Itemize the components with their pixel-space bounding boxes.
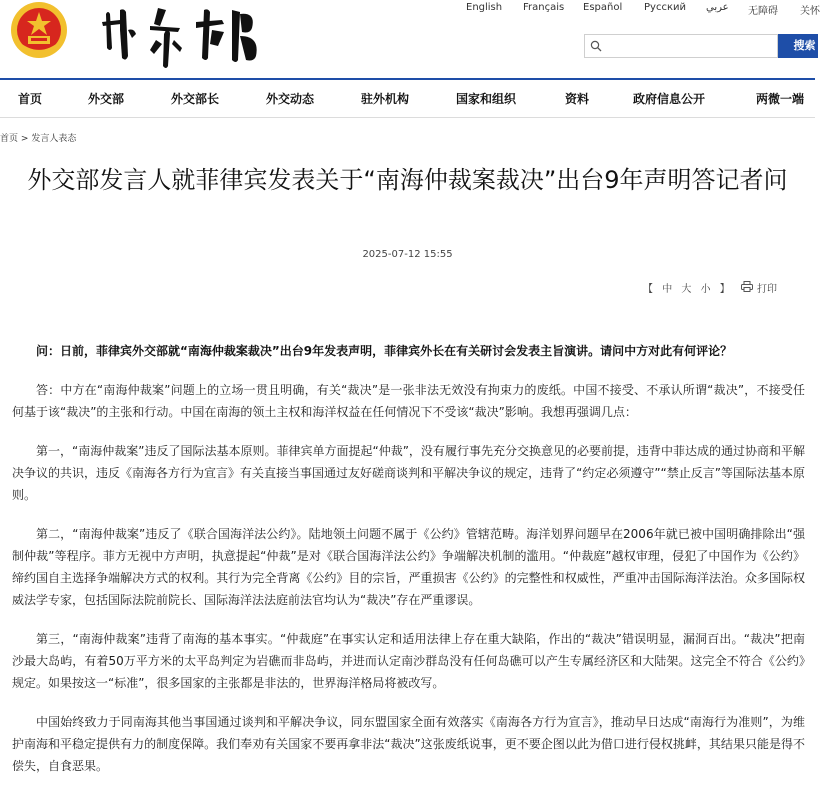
breadcrumb-current[interactable]: 发言人表态 xyxy=(31,134,77,144)
font-size-large[interactable]: 中 xyxy=(662,284,673,295)
nav-item-missions-abroad[interactable]: 驻外机构 xyxy=(361,92,410,106)
nav-bottom-divider xyxy=(0,117,815,118)
site-header xyxy=(0,0,820,80)
nav-item-gov-info[interactable]: 政府信息公开 xyxy=(633,92,706,106)
font-size-selector xyxy=(643,284,736,295)
publish-date: 2025-07-12 15:55 xyxy=(362,249,453,260)
lang-accessibility[interactable]: 无障碍 xyxy=(748,6,778,17)
print-button[interactable]: 打印 xyxy=(757,284,777,295)
font-size-small[interactable]: 小 xyxy=(700,284,711,295)
answer-paragraph: 第一，“南海仲裁案”违反了国际法基本原则。菲律宾单方面提起“仲裁”，没有履行事先充分交换意见的必要前提，违背中菲达成的通过协商和平解决争议的共识，违反《南海各方行为宣言》有关直接当事国通过友好磋商谈判和平解决争议的规定，违背了“约定必须遵守”“禁止反言”等国际法基本原则。 xyxy=(12,444,805,502)
nav-item-countries-orgs[interactable]: 国家和组织 xyxy=(456,92,517,106)
article-body xyxy=(12,340,805,794)
site-logo[interactable] xyxy=(100,0,270,72)
search-button[interactable]: 搜索 xyxy=(778,34,818,58)
page-title: 外交部发言人就菲律宾发表关于“南海仲裁案裁决”出台9年声明答记者问 xyxy=(27,166,788,194)
press-question: 问：日前，菲律宾外交部就“南海仲裁案裁决”出台9年发表声明，菲律宾外长在有关研讨会发表主旨演讲。请问中方对此有何评论？ xyxy=(36,344,733,358)
nav-item-ministry[interactable]: 外交部 xyxy=(88,92,125,106)
nav-item-resources[interactable]: 资料 xyxy=(565,92,590,106)
breadcrumb xyxy=(0,131,76,144)
logo-calligraphy-icon xyxy=(100,0,270,72)
lang-english[interactable]: English xyxy=(466,2,503,13)
lang-russian[interactable]: Русский xyxy=(644,2,686,13)
font-size-bracket-open: 【 xyxy=(643,284,653,295)
printer-icon[interactable] xyxy=(741,281,753,292)
nav-item-minister[interactable]: 外交部长 xyxy=(171,92,220,106)
lang-arabic[interactable]: عربي xyxy=(706,2,729,13)
answer-paragraph: 第二，“南海仲裁案”违反了《联合国海洋法公约》。陆地领土问题不属于《公约》管辖范畴。海洋划界问题早在2006年就已被中国明确排除出“强制仲裁”等程序。菲方无视中方声明，执意提起“仲裁”是对《联合国海洋法公约》争端解决机制的滥用。“仲裁庭”越权审理，侵犯了中国作为《公约》缔约国自主选择争端解决方式的权利。其行为完全背离《公约》目的宗旨，严重损害《公约》的完整性和权威性，严重冲击国际海洋法治。众多国际权威法学专家，包括国际法院前院长、国际海洋法法庭前法官均认为“裁决”存在严重谬误。 xyxy=(12,527,805,607)
breadcrumb-home[interactable]: 首页 xyxy=(0,134,19,144)
lang-spanish[interactable]: Español xyxy=(583,2,623,13)
breadcrumb-separator: > xyxy=(20,134,29,144)
font-size-bracket-close: 】 xyxy=(719,284,730,295)
national-emblem-icon[interactable] xyxy=(8,0,70,62)
search-icon xyxy=(590,40,602,52)
nav-item-social-media[interactable]: 两微一端 xyxy=(756,92,805,106)
main-navigation xyxy=(0,80,815,116)
lang-french[interactable]: Français xyxy=(523,2,565,13)
nav-item-home[interactable]: 首页 xyxy=(18,92,43,106)
nav-item-activities[interactable]: 外交动态 xyxy=(266,92,315,106)
answer-paragraph: 中国始终致力于同南海其他当事国通过谈判和平解决争议，同东盟国家全面有效落实《南海各方行为宣言》，推动早日达成“南海行为准则”，为维护南海和平稳定提供有力的制度保障。我们奉劝有关国家不要再拿非法“裁决”这张废纸说事，更不要企图以此为借口进行侵权挑衅，其结果只能是得不偿失，自食恶果。 xyxy=(12,715,805,773)
font-size-medium[interactable]: 大 xyxy=(681,284,692,295)
article-tools xyxy=(643,280,777,296)
search-input[interactable] xyxy=(584,34,778,58)
answer-paragraph: 答：中方在“南海仲裁案”问题上的立场一贯且明确，有关“裁决”是一张非法无效没有拘束力的废纸。中国不接受、不承认所谓“裁决”，不接受任何基于该“裁决”的主张和行动。中国在南海的领土主权和海洋权益在任何情况下不受该“裁决”影响。我想再强调几点： xyxy=(12,383,805,419)
answer-paragraph: 第三，“南海仲裁案”违背了南海的基本事实。“仲裁庭”在事实认定和适用法律上存在重大缺陷，作出的“裁决”错误明显，漏洞百出。“裁决”把南沙最大岛屿，有着50万平方米的太平岛判定为岩礁而非岛屿，并进而认定南沙群岛没有任何岛礁可以产生专属经济区和大陆架。这完全不符合《公约》规定。如果按这一“标准”，很多国家的主张都是非法的，世界海洋格局将被改写。 xyxy=(12,632,805,690)
lang-care-mode[interactable]: 关怀 xyxy=(800,6,820,17)
